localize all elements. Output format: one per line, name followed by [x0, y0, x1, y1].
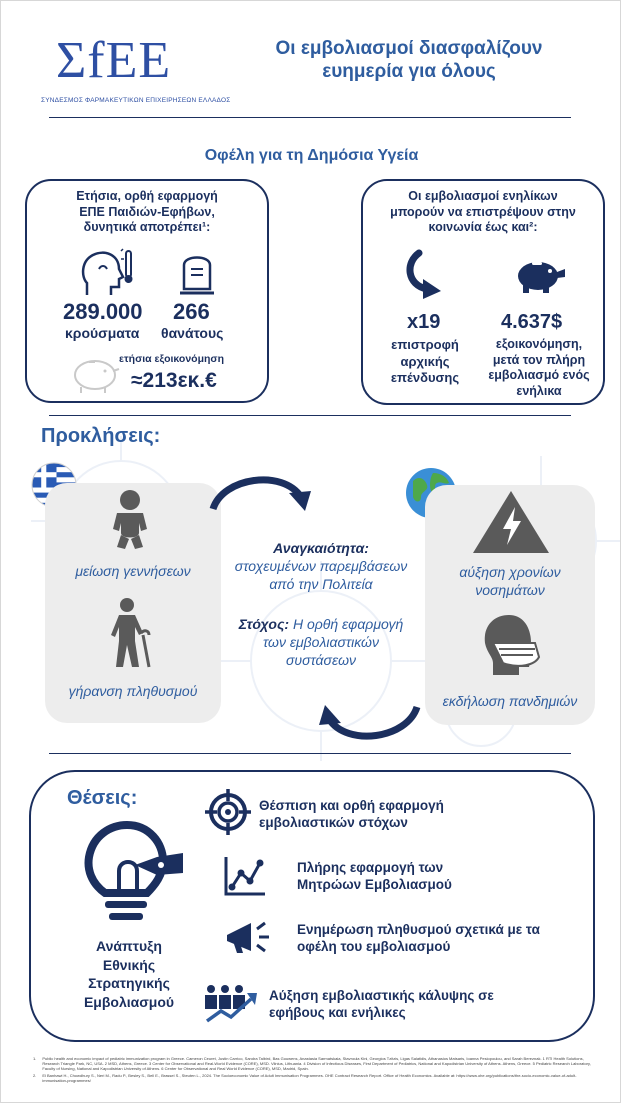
footnote-2-text: El Banhawi H., Chowdhury S., Neri M., Radu P., Besley S., Bell E., Brassel S., Steuten L., 2024. The Socioeconomic Value of Adult Immunisation Programmes. OHE Contract Research Report. Office of Health Economics. Available at: https://www.ohe.org/publications/the-socio-economic-value-of-adult-immunisation-programmes/	[42, 1072, 577, 1083]
megaphone-icon	[223, 917, 271, 957]
adult-savings-line3: εμβολιασμό ενός	[488, 368, 590, 382]
cycle-arrow-top-icon	[207, 471, 317, 515]
adult-card-heading-line1: Οι εμβολιασμοί ενηλίκων	[408, 189, 558, 203]
investment-return-value: x19	[407, 311, 441, 333]
tombstone-icon	[179, 249, 215, 295]
necessity-line1: στοχευμένων παρεμβάσεων	[234, 558, 408, 574]
footnote-2	[33, 1073, 593, 1083]
investment-return-line1: επιστροφή	[391, 337, 459, 352]
child-card-heading-line3: δυνητικά αποτρέπει¹:	[83, 220, 211, 234]
goal-block	[217, 615, 425, 669]
goal-line3: συστάσεων	[285, 652, 357, 668]
adult-card-heading	[363, 189, 603, 236]
pandemics-label: εκδήλωση πανδημιών	[442, 693, 578, 709]
position-item-awareness	[297, 921, 540, 955]
sfee-logo-subtitle: ΣΥΝΔΕΣΜΟΣ ΦΑΡΜΑΚΕΥΤΙΚΩΝ ΕΠΙΧΕΙΡΗΣΕΩΝ ΕΛΛΑΔΟΣ	[41, 97, 231, 104]
page-title-line2: ευημερία για όλους	[322, 61, 496, 82]
lightbulb-icon	[75, 819, 185, 929]
position-item-targets-line2: εμβολιαστικών στόχων	[259, 815, 408, 830]
position-item-registries-line1: Πλήρης εφαρμογή των	[297, 860, 444, 875]
footnote-2-number: 2.	[33, 1072, 37, 1078]
population-growth-icon	[203, 979, 259, 1025]
piggy-bank-solid-icon	[513, 255, 567, 295]
position-item-coverage-line2: εφήβους και ενήλικες	[269, 1005, 406, 1020]
sick-person-icon	[79, 247, 135, 299]
investment-return-line3: επένδυσης	[390, 370, 460, 385]
child-immunization-card	[25, 179, 269, 403]
footnote-1-text: Public health and economic impact of pediatric immunization program in Greece. Cameron Ceuret, Justin Carrico, Sandra Talbird, Bas Gouwens, Anastasia Sarmatskaia, Stavroula Kini, Georgios Tzitzis, Ligas Salatidis, Athanasios Matsaris, Ioanna Pesiopoulou, and Sarah Bereznak. 1 RTI Health Solutions, Research Triangle Park, NC, USA. 2 MSD, Athens, Greece. 3 Center for Observational and Real-World Evidence (CORE), MSD. Vilnius, Lithuania. 4 Division of Infectious Diseases, First Department of Pediatrics, National and Kapodistrian University of Athens. Athens, Greece. 5 Pediatric Research Laboratory, Faculty of Nursing, National and Kapodistrian University of Athens. 6 Center for Observational and Real World Evidence (CORE), MSD, Madrid, Spain.	[42, 1056, 591, 1072]
positions-title: Θέσεις:	[67, 787, 138, 809]
national-strategy-line2: Εθνικής	[102, 956, 156, 973]
sfee-logo: ΣfEE	[56, 32, 172, 89]
adult-card-heading-line2: μπορούν να επιστρέψουν στην	[390, 204, 576, 219]
necessity-line2: από την Πολιτεία	[269, 576, 373, 592]
deaths-value: 266	[173, 299, 210, 324]
page-title-line1: Οι εμβολιασμοί διασφαλίζουν	[275, 38, 543, 59]
child-card-heading	[27, 189, 267, 236]
national-strategy-line1: Ανάπτυξη	[96, 938, 162, 954]
position-item-registries	[297, 859, 452, 893]
investment-return-line2: αρχικής	[400, 353, 450, 369]
cases-value: 289.000	[63, 299, 143, 324]
line-chart-icon	[223, 855, 267, 897]
footnote-1-number: 1.	[33, 1056, 37, 1061]
return-arrow-icon	[401, 249, 449, 299]
declining-births-label: μείωση γεννήσεων	[75, 563, 191, 579]
header-divider	[49, 117, 571, 118]
chronic-diseases-line1: αύξηση χρονίων	[459, 564, 561, 580]
face-mask-icon	[479, 613, 545, 677]
annual-savings-value: ≈213εκ.€	[131, 369, 217, 392]
position-item-registries-line2: Μητρώων Εμβολιασμού	[297, 877, 452, 892]
annual-savings-label: ετήσια εξοικονόμηση	[119, 353, 225, 365]
position-item-targets	[259, 797, 444, 831]
challenges-title: Προκλήσεις:	[41, 425, 161, 447]
adult-immunization-card	[361, 179, 605, 405]
target-icon	[205, 789, 251, 835]
national-strategy-line4: Εμβολιασμού	[83, 993, 175, 1010]
cycle-arrow-bottom-icon	[313, 701, 423, 745]
warning-icon	[471, 489, 551, 555]
adult-savings-line1: εξοικονόμηση,	[495, 337, 583, 351]
adult-savings-line4: ενήλικα	[516, 383, 562, 398]
position-item-coverage	[269, 987, 494, 1021]
adult-savings-label	[479, 337, 599, 399]
adult-card-heading-line3: κοινωνία έως και²:	[428, 220, 538, 234]
chronic-diseases-label	[425, 563, 595, 599]
population-aging-label: γήρανση πληθυσμού	[68, 683, 198, 699]
position-item-awareness-line2: οφέλη του εμβολιασμού	[297, 939, 451, 954]
cases-label: κρούσματα	[65, 325, 140, 341]
goal-line1: Η ορθή εφαρμογή	[289, 616, 404, 632]
chronic-diseases-line2: νοσημάτων	[475, 582, 545, 598]
benefits-divider	[49, 415, 571, 416]
position-item-targets-line1: Θέσπιση και ορθή εφαρμογή	[259, 798, 444, 813]
challenges-divider	[49, 753, 571, 754]
piggy-bank-icon	[69, 353, 123, 395]
baby-icon	[103, 489, 157, 551]
goal-label: Στόχος:	[238, 616, 290, 632]
goal-line2: των εμβολιαστικών	[263, 634, 379, 650]
child-card-heading-line1: Ετήσια, ορθή εφαρμογή	[76, 189, 218, 203]
position-item-awareness-line1: Ενημέρωση πληθυσμού σχετικά με τα	[297, 922, 540, 937]
deaths-label: θανάτους	[161, 325, 224, 341]
position-item-coverage-line1: Αύξηση εμβολιαστικής κάλυψης σε	[269, 988, 494, 1003]
necessity-label: Αναγκαιότητα:	[273, 540, 369, 556]
adult-savings-line2: μετά τον πλήρη	[492, 352, 586, 367]
footnotes	[33, 1056, 593, 1083]
investment-return-label	[373, 337, 477, 387]
child-card-heading-line2: ΕΠΕ Παιδιών-Εφήβων,	[79, 204, 215, 219]
footnote-1	[33, 1056, 593, 1072]
national-strategy-line3: Στρατηγικής	[88, 975, 170, 991]
benefits-section-title: Οφέλη για τη Δημόσια Υγεία	[204, 147, 419, 164]
national-strategy-label	[55, 937, 203, 1011]
adult-savings-value: 4.637$	[501, 311, 563, 333]
elderly-person-icon	[105, 597, 159, 669]
page-title	[249, 37, 569, 83]
necessity-block	[217, 539, 425, 593]
